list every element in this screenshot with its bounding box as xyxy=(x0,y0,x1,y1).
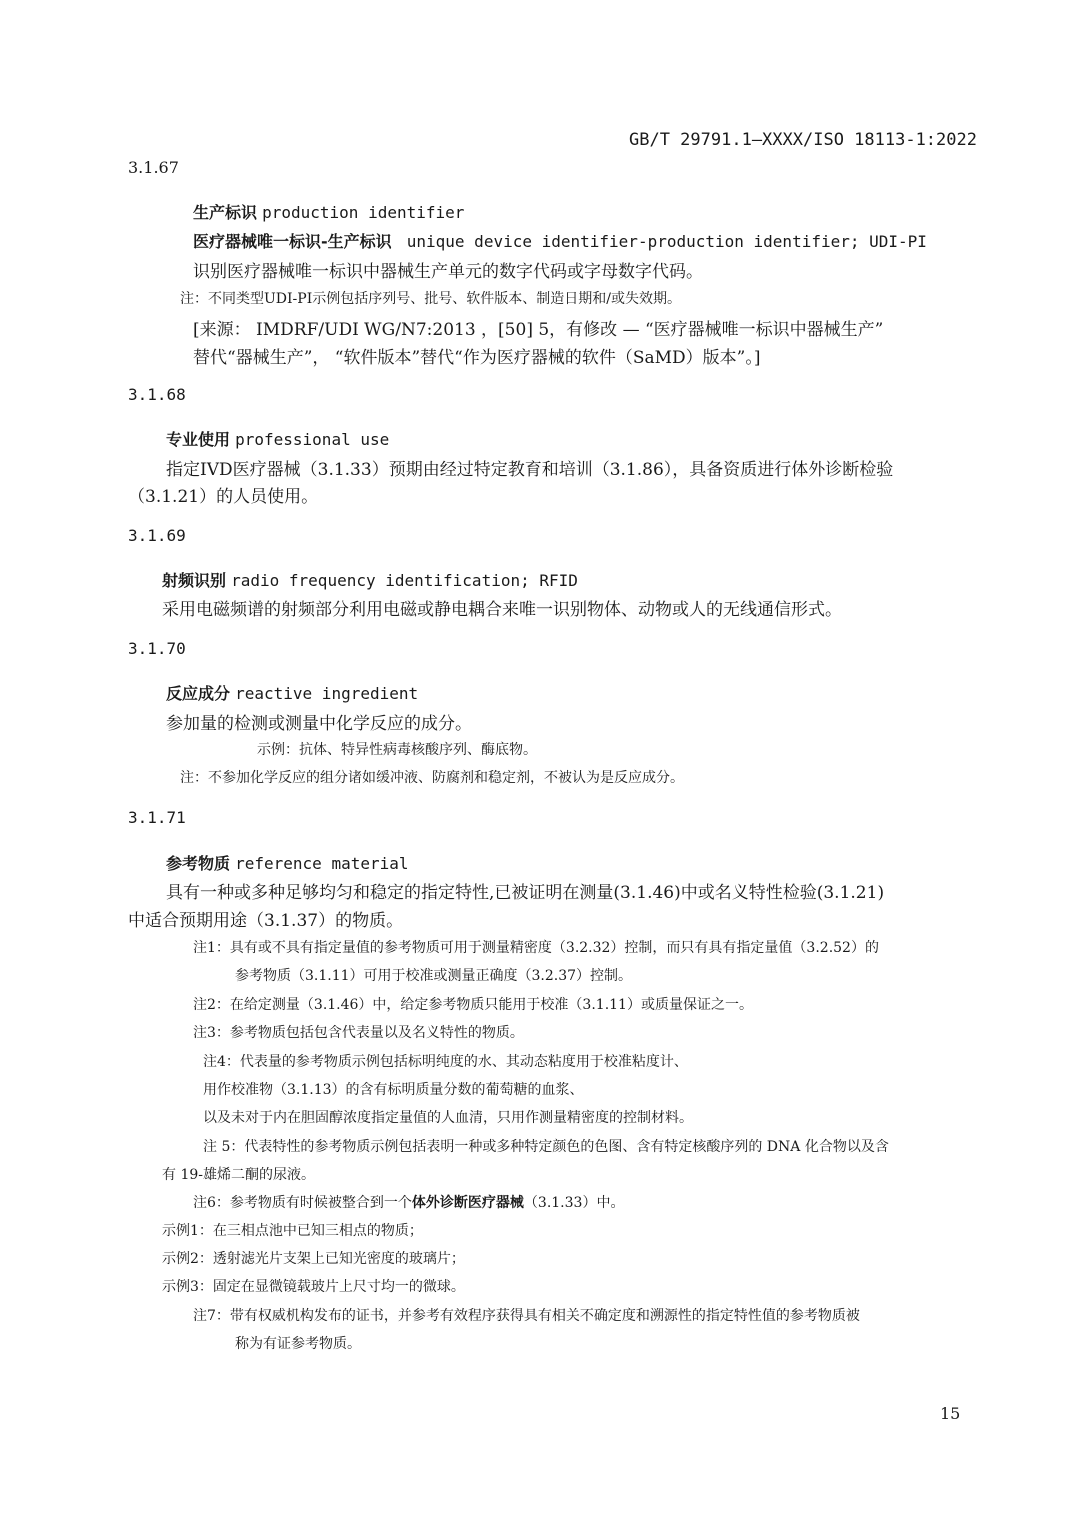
page-header: GB/T 29791.1—XXXX/ISO 18113-1:2022 xyxy=(629,130,977,150)
note-7-line-1: 注7：带有权威机构发布的证书，并参考有效程序获得具有相关不确定度和溯源性的指定特性值的参考物质被 xyxy=(193,1308,860,1324)
term-professional-use xyxy=(166,427,389,450)
example-2: 示例2：透射滤光片支架上已知光密度的玻璃片； xyxy=(162,1251,465,1267)
note-4-line-1: 注4：代表量的参考物质示例包括标明纯度的水、其动态粘度用于校准粘度计、 xyxy=(203,1054,688,1070)
note-5-line-1: 注 5：代表特性的参考物质示例包括表明一种或多种特定颜色的色图、含有特定核酸序列的 DNA 化合物以及含 xyxy=(203,1139,889,1155)
note-4-line-2: 用作校准物（3.1.13）的含有标明质量分数的葡萄糖的血浆、 xyxy=(203,1082,584,1098)
term-rfid xyxy=(162,568,578,591)
clause-number-3-1-71: 3.1.71 xyxy=(128,808,186,827)
clause-number-3-1-67: 3.1.67 xyxy=(128,158,179,177)
note-7-line-2: 称为有证参考物质。 xyxy=(235,1336,361,1352)
definition-3-1-71-line-2: 中适合预期用途（3.1.37）的物质。 xyxy=(128,911,404,931)
note-6-suffix: （3.1.33）中。 xyxy=(523,1195,625,1211)
note-3-1-67: 注：不同类型UDI-PI示例包括序列号、批号、软件版本、制造日期和/或失效期。 xyxy=(180,291,681,307)
term-en: professional use xyxy=(235,430,390,449)
note-3: 注3：参考物质包括包含代表量以及名义特性的物质。 xyxy=(193,1025,524,1041)
term-reference-material xyxy=(166,851,409,874)
clause-number-3-1-68: 3.1.68 xyxy=(128,385,186,404)
term-en: production identifier xyxy=(262,203,465,222)
term-alt-udi-pi xyxy=(193,229,927,252)
definition-3-1-71-line-1: 具有一种或多种足够均匀和稳定的指定特性,已被证明在测量(3.1.46)中或名义特性检验(3.1.21) xyxy=(166,883,885,903)
note-3-1-70: 注：不参加化学反应的组分诸如缓冲液、防腐剂和稳定剂，不被认为是反应成分。 xyxy=(180,770,684,786)
definition-3-1-68-line-2: （3.1.21）的人员使用。 xyxy=(128,487,319,507)
definition-3-1-67: 识别医疗器械唯一标识中器械生产单元的数字代码或字母数字代码。 xyxy=(193,262,703,282)
term-en: reference material xyxy=(235,854,409,873)
term-zh: 参考物质 xyxy=(166,854,231,873)
clause-number-3-1-70: 3.1.70 xyxy=(128,639,186,658)
term-zh: 生产标识 xyxy=(193,203,258,222)
example-3-1-70: 示例：抗体、特异性病毒核酸序列、酶底物。 xyxy=(257,742,537,758)
term-zh: 射频识别 xyxy=(162,571,227,590)
definition-3-1-70: 参加量的检测或测量中化学反应的成分。 xyxy=(166,714,472,734)
definition-3-1-69: 采用电磁频谱的射频部分利用电磁或静电耦合来唯一识别物体、动物或人的无线通信形式。 xyxy=(162,600,842,620)
term-en: radio frequency identification; RFID xyxy=(231,571,578,590)
note-1-line-2: 参考物质（3.1.11）可用于校准或测量正确度（3.2.37）控制。 xyxy=(235,968,633,984)
source-line-2: 替代“器械生产”， “软件版本”替代“作为医疗器械的软件（SaMD）版本”。] xyxy=(193,348,761,368)
term-alt-zh: 医疗器械唯一标识-生产标识 xyxy=(193,232,392,251)
term-zh: 专业使用 xyxy=(166,430,231,449)
note-5-line-2: 有 19-雄烯二酮的尿液。 xyxy=(162,1167,315,1183)
note-1-line-1: 注1：具有或不具有指定量值的参考物质可用于测量精密度（3.2.32）控制，而只有具有指定量值（3.2.52）的 xyxy=(193,940,879,956)
note-6-prefix: 注6：参考物质有时候被整合到一个 xyxy=(193,1195,412,1211)
term-alt-en: unique device identifier-production identifier; UDI-PI xyxy=(406,232,927,251)
definition-3-1-68-line-1: 指定IVD医疗器械（3.1.33）预期由经过特定教育和培训（3.1.86），具备资质进行体外诊断检验 xyxy=(166,460,894,480)
source-line-1: [来源： IMDRF/UDI WG/N7:2013 ，[50] 5，有修改 — “医疗器械唯一标识中器械生产” xyxy=(193,320,884,340)
term-zh: 反应成分 xyxy=(166,684,231,703)
example-1: 示例1：在三相点池中已知三相点的物质； xyxy=(162,1223,423,1239)
term-reactive-ingredient xyxy=(166,681,418,704)
term-en: reactive ingredient xyxy=(235,684,419,703)
example-3: 示例3：固定在显微镜载玻片上尺寸均一的微球。 xyxy=(162,1279,465,1295)
note-6-bold-term: 体外诊断医疗器械 xyxy=(411,1195,524,1211)
term-production-identifier xyxy=(193,200,464,223)
page-number: 15 xyxy=(940,1404,961,1423)
note-2: 注2：在给定测量（3.1.46）中，给定参考物质只能用于校准（3.1.11）或质量保证之一。 xyxy=(193,997,753,1013)
note-4-line-3: 以及未对于内在胆固醇浓度指定量值的人血清，只用作测量精密度的控制材料。 xyxy=(203,1110,693,1126)
clause-number-3-1-69: 3.1.69 xyxy=(128,526,186,545)
note-6 xyxy=(193,1192,624,1212)
